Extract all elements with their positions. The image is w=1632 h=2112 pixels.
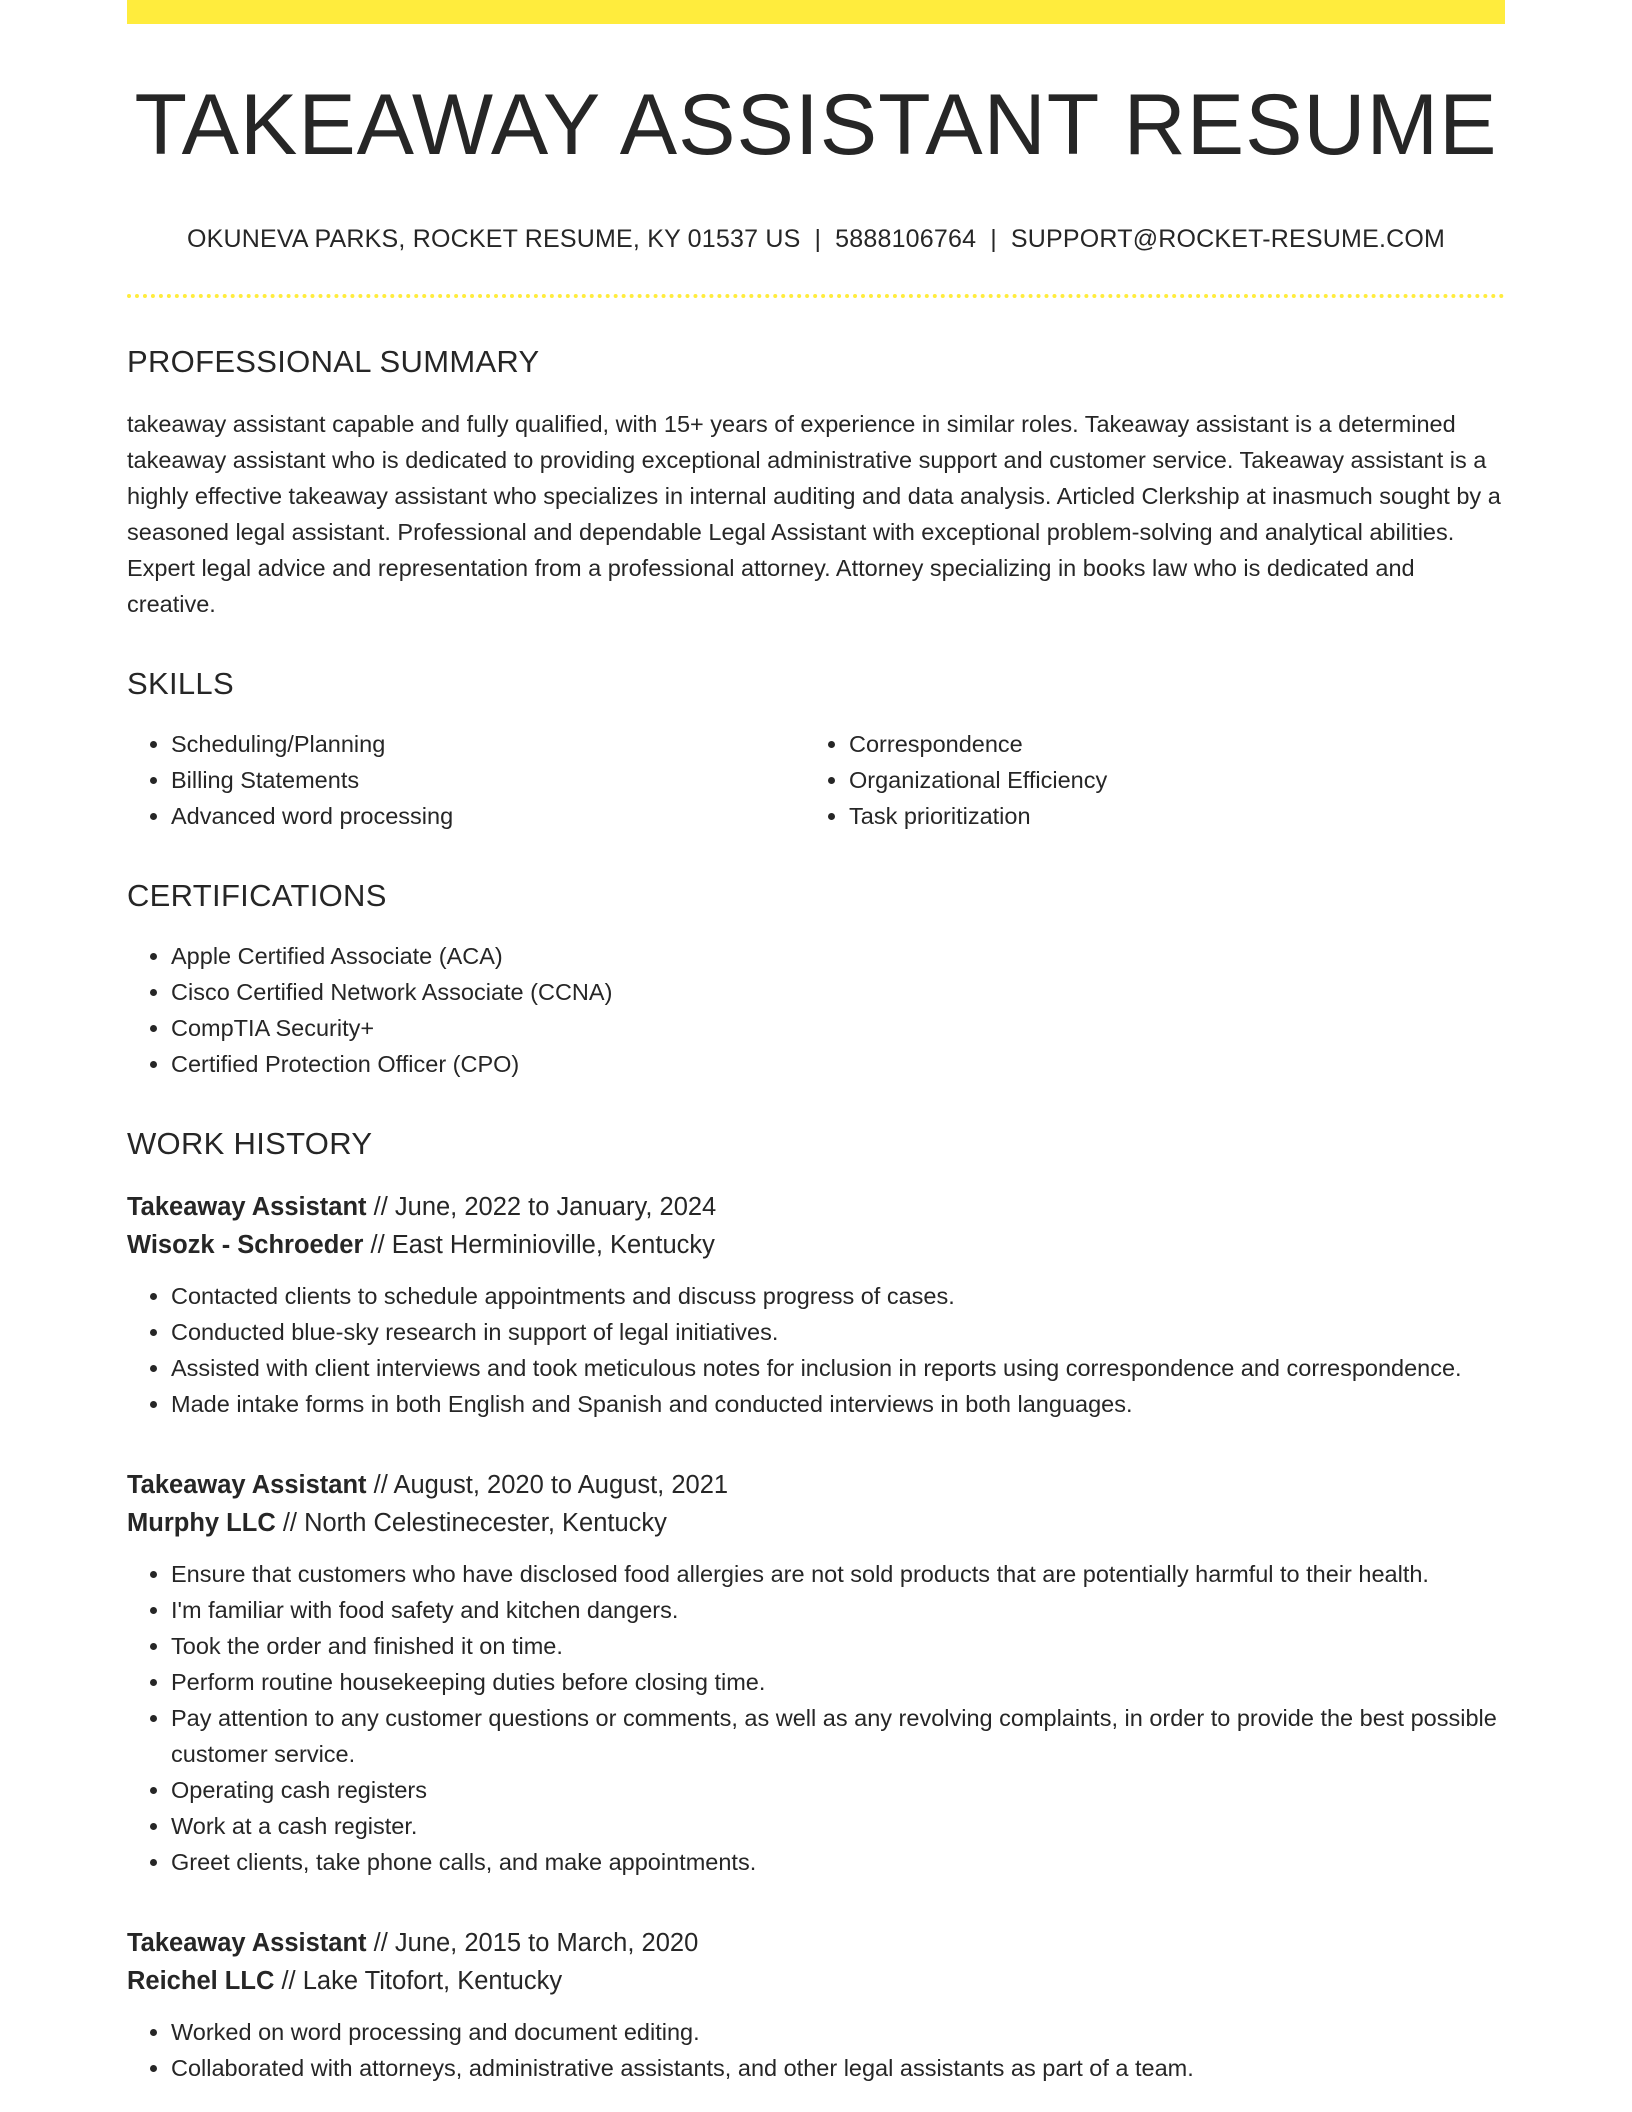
job-bullet: • Made intake forms in both English and Spanish and conducted interviews in both languages. <box>171 1386 1505 1422</box>
job-bullet: • Assisted with client interviews and took meticulous notes for inclusion in reports using correspondence and correspondence. <box>171 1350 1505 1386</box>
email: SUPPORT@ROCKET-RESUME.COM <box>1010 224 1446 253</box>
skill-item: • Correspondence <box>849 726 1483 762</box>
job-bullet: • Ensure that customers who have disclosed food allergies are not sold products that are potentially harmful to their health. <box>171 1556 1505 1592</box>
certifications-heading: CERTIFICATIONS <box>127 877 387 913</box>
job-location: // Lake Titofort, Kentucky <box>274 1966 563 1995</box>
job-company-line <box>127 1962 1505 2000</box>
resume-page <box>127 0 1505 2086</box>
job-company: Reichel LLC <box>127 1966 275 1995</box>
skills-list-right <box>805 726 1483 834</box>
job-company-line <box>127 1226 1505 1264</box>
dotted-divider <box>127 294 1505 298</box>
skill-item: • Organizational Efficiency <box>849 762 1483 798</box>
summary-text: takeaway assistant capable and fully qualified, with 15+ years of experience in similar roles. Takeaway assistant is a determined takeaway assistant who is dedicated to providing exceptional administrative support and customer service. Takeaway assistant is a highly effective takeaway assistant who specializes in internal auditing and data analysis. Articled Clerkship at inasmuch sought by a seasoned legal assistant. Professional and dependable Legal Assistant with exceptional problem-solving and analytical abilities. Expert legal advice and representation from a professional attorney. Attorney specializing in books law who is dedicated and creative. <box>127 410 1501 617</box>
job-bullet: • Contacted clients to schedule appointments and discuss progress of cases. <box>171 1278 1505 1314</box>
contact-separator: | <box>814 224 822 253</box>
job-entry <box>127 1924 1505 2086</box>
skills-list-left <box>127 726 805 834</box>
skill-item: • Scheduling/Planning <box>171 726 805 762</box>
job-bullet: • Took the order and finished it on time. <box>171 1628 1505 1664</box>
job-title-line <box>127 1466 1505 1504</box>
job-dates: // June, 2015 to March, 2020 <box>366 1928 699 1957</box>
certification-item: • Cisco Certified Network Associate (CCNA) <box>171 974 1505 1010</box>
work-history-heading: WORK HISTORY <box>127 1125 373 1161</box>
skill-item: • Task prioritization <box>849 798 1483 834</box>
certification-item: • Apple Certified Associate (ACA) <box>171 938 1505 974</box>
job-bullets <box>127 1556 1505 1880</box>
job-bullet: • Collaborated with attorneys, administrative assistants, and other legal assistants as part of a team. <box>171 2050 1505 2086</box>
job-company: Murphy LLC <box>127 1508 276 1537</box>
job-bullet: • Work at a cash register. <box>171 1808 1505 1844</box>
job-bullets <box>127 1278 1505 1422</box>
job-title-line <box>127 1924 1505 1962</box>
contact-separator: | <box>990 224 997 253</box>
job-location: // North Celestinecester, Kentucky <box>275 1508 667 1537</box>
job-dates: // June, 2022 to January, 2024 <box>366 1192 717 1221</box>
certifications-list <box>127 938 1505 1082</box>
job-bullet: • Greet clients, take phone calls, and make appointments. <box>171 1844 1505 1880</box>
job-entry <box>127 1466 1505 1880</box>
accent-bar <box>127 0 1505 24</box>
contact-line <box>127 225 1505 254</box>
job-bullet: • Perform routine housekeeping duties before closing time. <box>171 1664 1505 1700</box>
job-bullet: • Pay attention to any customer questions or comments, as well as any revolving complaints, in order to provide the best possible customer service. <box>171 1700 1505 1772</box>
job-entry <box>127 1188 1505 1422</box>
skills-heading: SKILLS <box>127 665 234 701</box>
job-title: Takeaway Assistant <box>127 1192 367 1221</box>
job-location: // East Herminioville, Kentucky <box>363 1230 715 1259</box>
address: OKUNEVA PARKS, ROCKET RESUME, KY 01537 US <box>186 224 801 253</box>
skill-item: • Billing Statements <box>171 762 805 798</box>
certification-item: • Certified Protection Officer (CPO) <box>171 1046 1505 1082</box>
skills-grid <box>127 726 1505 834</box>
job-bullet: • Worked on word processing and document editing. <box>171 2014 1505 2050</box>
job-title: Takeaway Assistant <box>127 1470 367 1499</box>
job-title-line <box>127 1188 1505 1226</box>
phone: 5888106764 <box>835 224 977 253</box>
job-dates: // August, 2020 to August, 2021 <box>366 1470 729 1499</box>
job-bullet: • I'm familiar with food safety and kitchen dangers. <box>171 1592 1505 1628</box>
resume-title: TAKEAWAY ASSISTANT RESUME <box>134 77 1498 173</box>
skill-item: • Advanced word processing <box>171 798 805 834</box>
job-company: Wisozk - Schroeder <box>127 1230 364 1259</box>
job-company-line <box>127 1504 1505 1542</box>
summary-heading: PROFESSIONAL SUMMARY <box>127 343 540 379</box>
job-bullet: • Operating cash registers <box>171 1772 1505 1808</box>
job-bullets <box>127 2014 1505 2086</box>
job-title: Takeaway Assistant <box>127 1928 367 1957</box>
job-bullet: • Conducted blue-sky research in support of legal initiatives. <box>171 1314 1505 1350</box>
certification-item: • CompTIA Security+ <box>171 1010 1505 1046</box>
